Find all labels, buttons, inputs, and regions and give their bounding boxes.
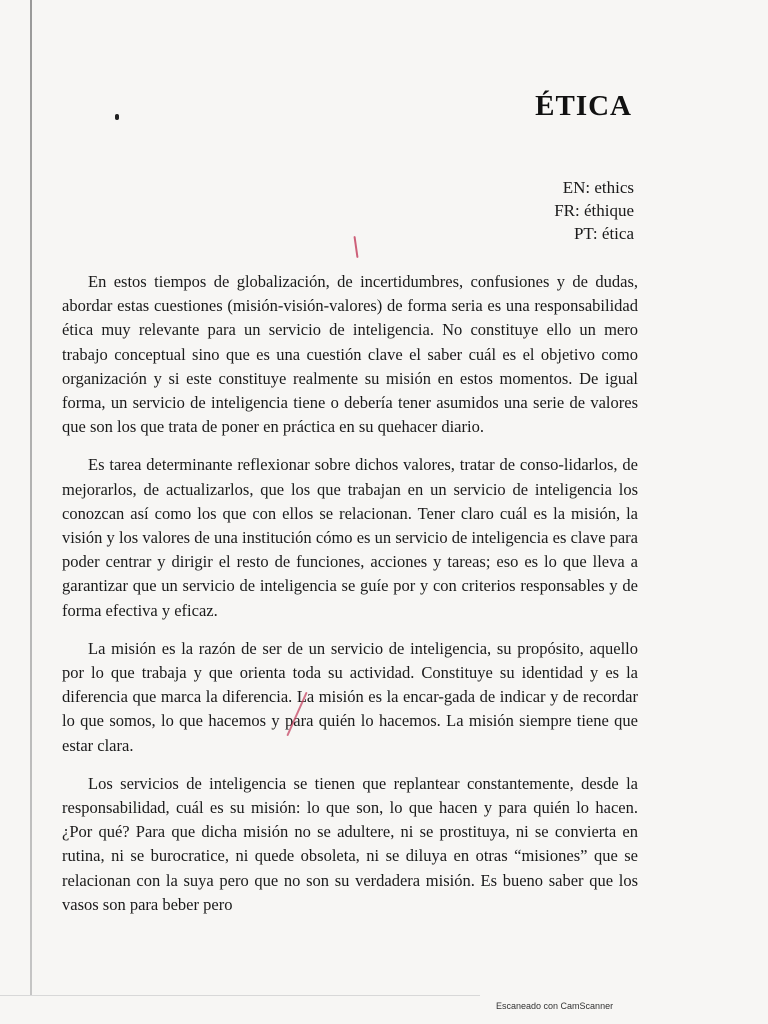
- body-text: [62, 270, 638, 931]
- page-bottom-edge: [0, 995, 480, 996]
- page-title: ÉTICA: [535, 90, 632, 122]
- paragraph-2: Es tarea determinante reflexionar sobre dichos valores, tratar de conso-lidarlos, de mejorarlos, de actualizarlos, que los que trabajan en un servicio de inteligencia los conozcan así como los que con ellos se relacionan. Tener claro cuál es la misión, la visión y los valores de una institución cómo es un servicio de inteligencia es clave para poder centrar y dirigir el resto de funciones, acciones y tareas; eso es lo que lleva a garantizar que un servicio de inteligencia se guíe por y con criterios responsables y de forma efectiva y eficaz.: [62, 455, 638, 620]
- ink-speck: [115, 114, 119, 120]
- translations-block: [554, 176, 634, 245]
- translation-pt: PT: ética: [573, 224, 634, 243]
- paragraph-1: En estos tiempos de globalización, de incertidumbres, confusiones y de dudas, abordar estas cuestiones (misión-visión-valores) de forma seria es una responsabilidad ética muy relevante para un servicio de inteligencia. No constituye ello un mero trabajo conceptual sino que es una cuestión clave el saber cuál es el objetivo como organización y si este constituye realmente su misión en estos momentos. De igual forma, un servicio de inteligencia tiene o debería tener asumidos una serie de valores que son los que trata de poner en práctica en su quehacer diario.: [62, 272, 638, 437]
- translation-en: EN: ethics: [562, 178, 634, 197]
- pen-mark: [353, 236, 358, 258]
- binding-edge-shadow: [30, 0, 32, 995]
- paragraph-3: La misión es la razón de ser de un servicio de inteligencia, su propósito, aquello por lo que trabaja y que orienta toda su actividad. Constituye su identidad y es la diferencia que marca la diferencia. La misión es la encar-gada de indicar y de recordar lo que somos, lo que hacemos y para quién lo hacemos. La misión siempre tiene que estar clara.: [62, 638, 638, 755]
- paragraph-4: Los servicios de inteligencia se tienen que replantear constantemente, desde la responsabilidad, cuál es su misión: lo que son, lo que hacen y para quién lo hacen. ¿Por qué? Para que dicha misión no se adultere, ni se prostituya, ni se convierta en rutina, ni se burocratice, ni quede obsoleta, ni se diluya en otras “misiones” que se relacionan con la suya pero que no son su verdadera misión. Es bueno saber que los vasos son para beber pero: [62, 773, 638, 914]
- scanner-watermark: Escaneado con CamScanner: [496, 1001, 614, 1011]
- translation-fr: FR: éthique: [554, 201, 634, 220]
